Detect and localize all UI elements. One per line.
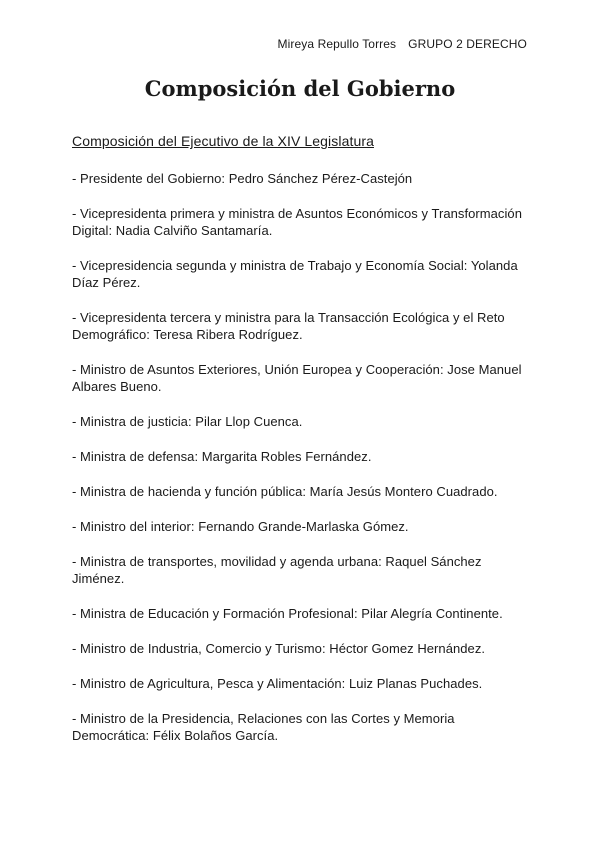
- list-item: - Vicepresidenta primera y ministra de Asuntos Económicos y Transformación Digital: Nadia Calviño Santamaría.: [72, 206, 522, 238]
- list-item: - Ministra de Educación y Formación Profesional: Pilar Alegría Continente.: [72, 606, 503, 621]
- group-name: GRUPO 2 DERECHO: [408, 37, 527, 51]
- section-subtitle: Composición del Ejecutivo de la XIV Legislatura: [72, 133, 374, 149]
- page-header: [278, 37, 527, 51]
- list-item: - Vicepresidencia segunda y ministra de Trabajo y Economía Social: Yolanda Díaz Pérez.: [72, 258, 518, 290]
- list-item: - Ministro de Asuntos Exteriores, Unión Europea y Cooperación: Jose Manuel Albares Bueno.: [72, 362, 522, 394]
- list-item: - Ministra de justicia: Pilar Llop Cuenca.: [72, 414, 303, 429]
- list-item: - Ministro del interior: Fernando Grande-Marlaska Gómez.: [72, 519, 409, 534]
- list-item: - Ministro de Industria, Comercio y Turismo: Héctor Gomez Hernández.: [72, 641, 486, 656]
- list-item: - Ministra de transportes, movilidad y agenda urbana: Raquel Sánchez Jiménez.: [72, 554, 482, 586]
- author-name: Mireya Repullo Torres: [277, 37, 397, 51]
- page-title: Composición del Gobierno: [144, 76, 456, 101]
- list-item: - Presidente del Gobierno: Pedro Sánchez Pérez-Castejón: [72, 171, 413, 186]
- list-item: - Ministra de hacienda y función pública: María Jesús Montero Cuadrado.: [72, 484, 498, 499]
- list-item: - Ministro de la Presidencia, Relaciones con las Cortes y Memoria Democrática: Félix Bolaños García.: [72, 711, 455, 743]
- list-item: - Ministro de Agricultura, Pesca y Alimentación: Luiz Planas Puchades.: [72, 676, 483, 691]
- government-list: [72, 170, 532, 762]
- list-item: - Ministra de defensa: Margarita Robles Fernández.: [72, 449, 372, 464]
- list-item: - Vicepresidenta tercera y ministra para la Transacción Ecológica y el Reto Demográfico: Teresa Ribera Rodríguez.: [72, 310, 505, 342]
